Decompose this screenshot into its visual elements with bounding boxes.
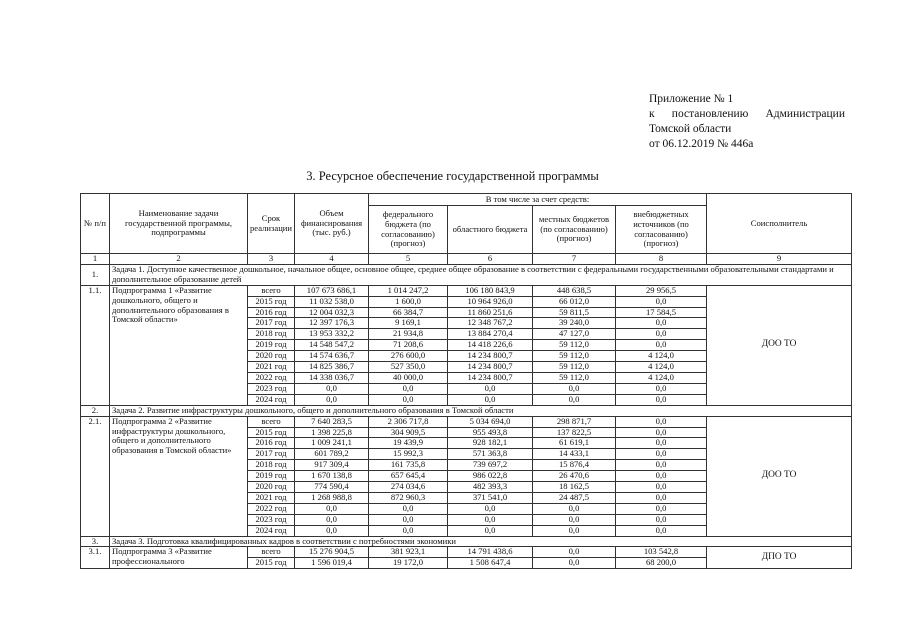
value-cell: 14 574 636,7 xyxy=(295,351,369,362)
value-cell: 10 964 926,0 xyxy=(448,296,533,307)
value-cell: 0,0 xyxy=(533,514,616,525)
appendix-block xyxy=(649,92,849,152)
value-cell: 66 012,0 xyxy=(533,296,616,307)
value-cell: 14 234 800,7 xyxy=(448,351,533,362)
value-cell: 527 350,0 xyxy=(369,362,448,373)
appendix-word: постановлению xyxy=(671,108,749,120)
value-cell: 14 418 226,6 xyxy=(448,340,533,351)
period-cell: 2019 год xyxy=(248,340,295,351)
value-cell: 0,0 xyxy=(295,383,369,394)
subprogram-name: Подпрограмма 3 «Развитие профессионального xyxy=(110,547,248,569)
value-cell: 0,0 xyxy=(616,318,707,329)
value-cell: 161 735,8 xyxy=(369,460,448,471)
period-cell: 2020 год xyxy=(248,482,295,493)
task-row xyxy=(81,264,852,285)
value-cell: 0,0 xyxy=(616,471,707,482)
value-cell: 15 876,4 xyxy=(533,460,616,471)
value-cell: 15 992,3 xyxy=(369,449,448,460)
header-group: В том числе за счет средств: xyxy=(369,194,707,206)
value-cell: 1 009 241,1 xyxy=(295,438,369,449)
value-cell: 928 182,1 xyxy=(448,438,533,449)
value-cell: 14 338 036,7 xyxy=(295,372,369,383)
period-cell: 2024 год xyxy=(248,394,295,405)
value-cell: 0,0 xyxy=(369,514,448,525)
value-cell: 61 619,1 xyxy=(533,438,616,449)
header-name: Наименование задачи государственной программы, подпрограммы xyxy=(110,194,248,254)
period-cell: 2016 год xyxy=(248,438,295,449)
column-number: 9 xyxy=(707,254,852,265)
value-cell: 12 348 767,2 xyxy=(448,318,533,329)
header-volume: Объем финансирования (тыс. руб.) xyxy=(295,194,369,254)
value-cell: 381 923,1 xyxy=(369,547,448,558)
value-cell: 47 127,0 xyxy=(533,329,616,340)
value-cell: 448 638,5 xyxy=(533,285,616,296)
value-cell: 0,0 xyxy=(616,482,707,493)
value-cell: 0,0 xyxy=(533,525,616,536)
value-cell: 107 673 686,1 xyxy=(295,285,369,296)
column-number: 3 xyxy=(248,254,295,265)
value-cell: 13 953 332,2 xyxy=(295,329,369,340)
value-cell: 1 014 247,2 xyxy=(369,285,448,296)
period-cell: 2022 год xyxy=(248,372,295,383)
value-cell: 774 590,4 xyxy=(295,482,369,493)
value-cell: 0,0 xyxy=(369,525,448,536)
value-cell: 21 934,8 xyxy=(369,329,448,340)
appendix-line: Томской области xyxy=(649,123,732,135)
value-cell: 14 791 438,6 xyxy=(448,547,533,558)
value-cell: 0,0 xyxy=(533,394,616,405)
value-cell: 14 234 800,7 xyxy=(448,372,533,383)
value-cell: 371 541,0 xyxy=(448,492,533,503)
value-cell: 1 596 019,4 xyxy=(295,558,369,569)
value-cell: 571 363,8 xyxy=(448,449,533,460)
period-cell: 2023 год xyxy=(248,383,295,394)
period-cell: 2024 год xyxy=(248,525,295,536)
period-cell: 2021 год xyxy=(248,362,295,373)
value-cell: 0,0 xyxy=(616,460,707,471)
value-cell: 955 493,8 xyxy=(448,427,533,438)
value-cell: 0,0 xyxy=(448,394,533,405)
value-cell: 0,0 xyxy=(616,525,707,536)
period-cell: 2023 год xyxy=(248,514,295,525)
value-cell: 872 960,3 xyxy=(369,492,448,503)
column-number: 4 xyxy=(295,254,369,265)
task-number: 1. xyxy=(81,264,110,285)
period-cell: 2015 год xyxy=(248,558,295,569)
value-cell: 19 172,0 xyxy=(369,558,448,569)
column-number: 2 xyxy=(110,254,248,265)
table-row xyxy=(81,285,852,296)
value-cell: 739 697,2 xyxy=(448,460,533,471)
value-cell: 68 200,0 xyxy=(616,558,707,569)
value-cell: 11 860 251,6 xyxy=(448,307,533,318)
value-cell: 0,0 xyxy=(616,296,707,307)
value-cell: 0,0 xyxy=(616,492,707,503)
value-cell: 18 162,5 xyxy=(533,482,616,493)
value-cell: 15 276 904,5 xyxy=(295,547,369,558)
value-cell: 71 208,6 xyxy=(369,340,448,351)
value-cell: 59 811,5 xyxy=(533,307,616,318)
header-term: Срок реализации xyxy=(248,194,295,254)
value-cell: 0,0 xyxy=(616,340,707,351)
executor-cell: ДОО ТО xyxy=(707,416,852,536)
value-cell: 0,0 xyxy=(295,525,369,536)
value-cell: 0,0 xyxy=(616,503,707,514)
column-number: 1 xyxy=(81,254,110,265)
value-cell: 14 548 547,2 xyxy=(295,340,369,351)
value-cell: 24 487,5 xyxy=(533,492,616,503)
value-cell: 14 234 800,7 xyxy=(448,362,533,373)
value-cell: 0,0 xyxy=(616,514,707,525)
task-number: 2. xyxy=(81,405,110,416)
document-title: 3. Ресурсное обеспечение государственной программы xyxy=(306,169,599,183)
appendix-line: Приложение № 1 xyxy=(649,93,734,105)
value-cell: 601 789,2 xyxy=(295,449,369,460)
value-cell: 0,0 xyxy=(295,514,369,525)
header-local: местных бюджетов (по согласованию) (прогноз) xyxy=(533,206,616,254)
value-cell: 9 169,1 xyxy=(369,318,448,329)
value-cell: 274 034,6 xyxy=(369,482,448,493)
appendix-word: Администрации xyxy=(765,108,845,120)
value-cell: 0,0 xyxy=(295,394,369,405)
value-cell: 1 600,0 xyxy=(369,296,448,307)
value-cell: 0,0 xyxy=(616,383,707,394)
value-cell: 4 124,0 xyxy=(616,362,707,373)
subprogram-name: Подпрограмма 1 «Развитие дошкольного, общего и дополнительного образования в Томской области» xyxy=(110,285,248,405)
value-cell: 276 600,0 xyxy=(369,351,448,362)
value-cell: 0,0 xyxy=(616,416,707,427)
value-cell: 482 393,3 xyxy=(448,482,533,493)
value-cell: 986 022,8 xyxy=(448,471,533,482)
task-row xyxy=(81,536,852,547)
value-cell: 657 645,4 xyxy=(369,471,448,482)
value-cell: 137 822,5 xyxy=(533,427,616,438)
value-cell: 0,0 xyxy=(448,514,533,525)
column-number: 6 xyxy=(448,254,533,265)
task-number: 3. xyxy=(81,536,110,547)
value-cell: 0,0 xyxy=(616,394,707,405)
task-text: Задача 1. Доступное качественное дошкольное, начальное общее, основное общее, среднее общее образование в соответствии с федеральными государственными образовательными стандартами и дополнительное образование детей xyxy=(110,264,852,285)
appendix-word: к xyxy=(649,108,655,120)
value-cell: 4 124,0 xyxy=(616,351,707,362)
value-cell: 0,0 xyxy=(295,503,369,514)
period-cell: 2019 год xyxy=(248,471,295,482)
value-cell: 0,0 xyxy=(369,503,448,514)
value-cell: 17 584,5 xyxy=(616,307,707,318)
header-num: № п/п xyxy=(81,194,110,254)
value-cell: 4 124,0 xyxy=(616,372,707,383)
task-row xyxy=(81,405,852,416)
value-cell: 0,0 xyxy=(533,503,616,514)
value-cell: 0,0 xyxy=(369,383,448,394)
header-executor: Соисполнитель xyxy=(707,194,852,254)
subprogram-name: Подпрограмма 2 «Развитие инфраструктуры дошкольного, общего и дополнительного образования в Томской области» xyxy=(110,416,248,536)
value-cell: 40 000,0 xyxy=(369,372,448,383)
value-cell: 19 439,9 xyxy=(369,438,448,449)
subprogram-number: 3.1. xyxy=(81,547,110,569)
period-cell: всего xyxy=(248,285,295,296)
value-cell: 0,0 xyxy=(448,383,533,394)
value-cell: 12 004 032,3 xyxy=(295,307,369,318)
period-cell: 2015 год xyxy=(248,296,295,307)
value-cell: 2 306 717,8 xyxy=(369,416,448,427)
value-cell: 0,0 xyxy=(616,438,707,449)
period-cell: 2021 год xyxy=(248,492,295,503)
value-cell: 13 884 270,4 xyxy=(448,329,533,340)
subprogram-number: 1.1. xyxy=(81,285,110,405)
header-extra: внебюджетных источников (по согласованию) (прогноз) xyxy=(616,206,707,254)
task-text: Задача 3. Подготовка квалифицированных кадров в соответствии с потребностями экономики xyxy=(110,536,852,547)
executor-cell: ДПО ТО xyxy=(707,547,852,569)
value-cell: 0,0 xyxy=(448,503,533,514)
period-cell: 2016 год xyxy=(248,307,295,318)
value-cell: 298 871,7 xyxy=(533,416,616,427)
value-cell: 0,0 xyxy=(533,547,616,558)
resource-table xyxy=(80,193,852,569)
value-cell: 12 397 176,3 xyxy=(295,318,369,329)
value-cell: 0,0 xyxy=(448,525,533,536)
period-cell: 2017 год xyxy=(248,449,295,460)
value-cell: 304 909,5 xyxy=(369,427,448,438)
period-cell: всего xyxy=(248,416,295,427)
value-cell: 103 542,8 xyxy=(616,547,707,558)
table-row xyxy=(81,547,852,558)
value-cell: 59 112,0 xyxy=(533,372,616,383)
column-number: 8 xyxy=(616,254,707,265)
value-cell: 39 240,0 xyxy=(533,318,616,329)
value-cell: 0,0 xyxy=(533,383,616,394)
column-number: 5 xyxy=(369,254,448,265)
table-row xyxy=(81,416,852,427)
value-cell: 5 034 694,0 xyxy=(448,416,533,427)
appendix-line xyxy=(649,107,845,122)
period-cell: 2015 год xyxy=(248,427,295,438)
value-cell: 0,0 xyxy=(616,329,707,340)
value-cell: 14 433,1 xyxy=(533,449,616,460)
value-cell: 0,0 xyxy=(533,558,616,569)
value-cell: 1 670 138,8 xyxy=(295,471,369,482)
value-cell: 1 398 225,8 xyxy=(295,427,369,438)
period-cell: 2020 год xyxy=(248,351,295,362)
value-cell: 11 032 538,0 xyxy=(295,296,369,307)
column-number: 7 xyxy=(533,254,616,265)
appendix-date: от 06.12.2019 № 446а xyxy=(649,138,754,150)
value-cell: 0,0 xyxy=(369,394,448,405)
value-cell: 1 508 647,4 xyxy=(448,558,533,569)
value-cell: 14 825 386,7 xyxy=(295,362,369,373)
period-cell: 2018 год xyxy=(248,329,295,340)
task-text: Задача 2. Развитие инфраструктуры дошкольного, общего и дополнительного образования в Томской области xyxy=(110,405,852,416)
value-cell: 0,0 xyxy=(616,427,707,438)
executor-cell: ДОО ТО xyxy=(707,285,852,405)
value-cell: 0,0 xyxy=(616,449,707,460)
value-cell: 917 309,4 xyxy=(295,460,369,471)
value-cell: 1 268 988,8 xyxy=(295,492,369,503)
value-cell: 7 640 283,5 xyxy=(295,416,369,427)
value-cell: 59 112,0 xyxy=(533,340,616,351)
value-cell: 59 112,0 xyxy=(533,362,616,373)
period-cell: всего xyxy=(248,547,295,558)
subprogram-number: 2.1. xyxy=(81,416,110,536)
value-cell: 26 470,6 xyxy=(533,471,616,482)
period-cell: 2022 год xyxy=(248,503,295,514)
period-cell: 2018 год xyxy=(248,460,295,471)
value-cell: 59 112,0 xyxy=(533,351,616,362)
value-cell: 106 180 843,9 xyxy=(448,285,533,296)
value-cell: 66 384,7 xyxy=(369,307,448,318)
value-cell: 29 956,5 xyxy=(616,285,707,296)
header-regional: областного бюджета xyxy=(448,206,533,254)
header-federal: федерального бюджета (по согласованию) (прогноз) xyxy=(369,206,448,254)
period-cell: 2017 год xyxy=(248,318,295,329)
